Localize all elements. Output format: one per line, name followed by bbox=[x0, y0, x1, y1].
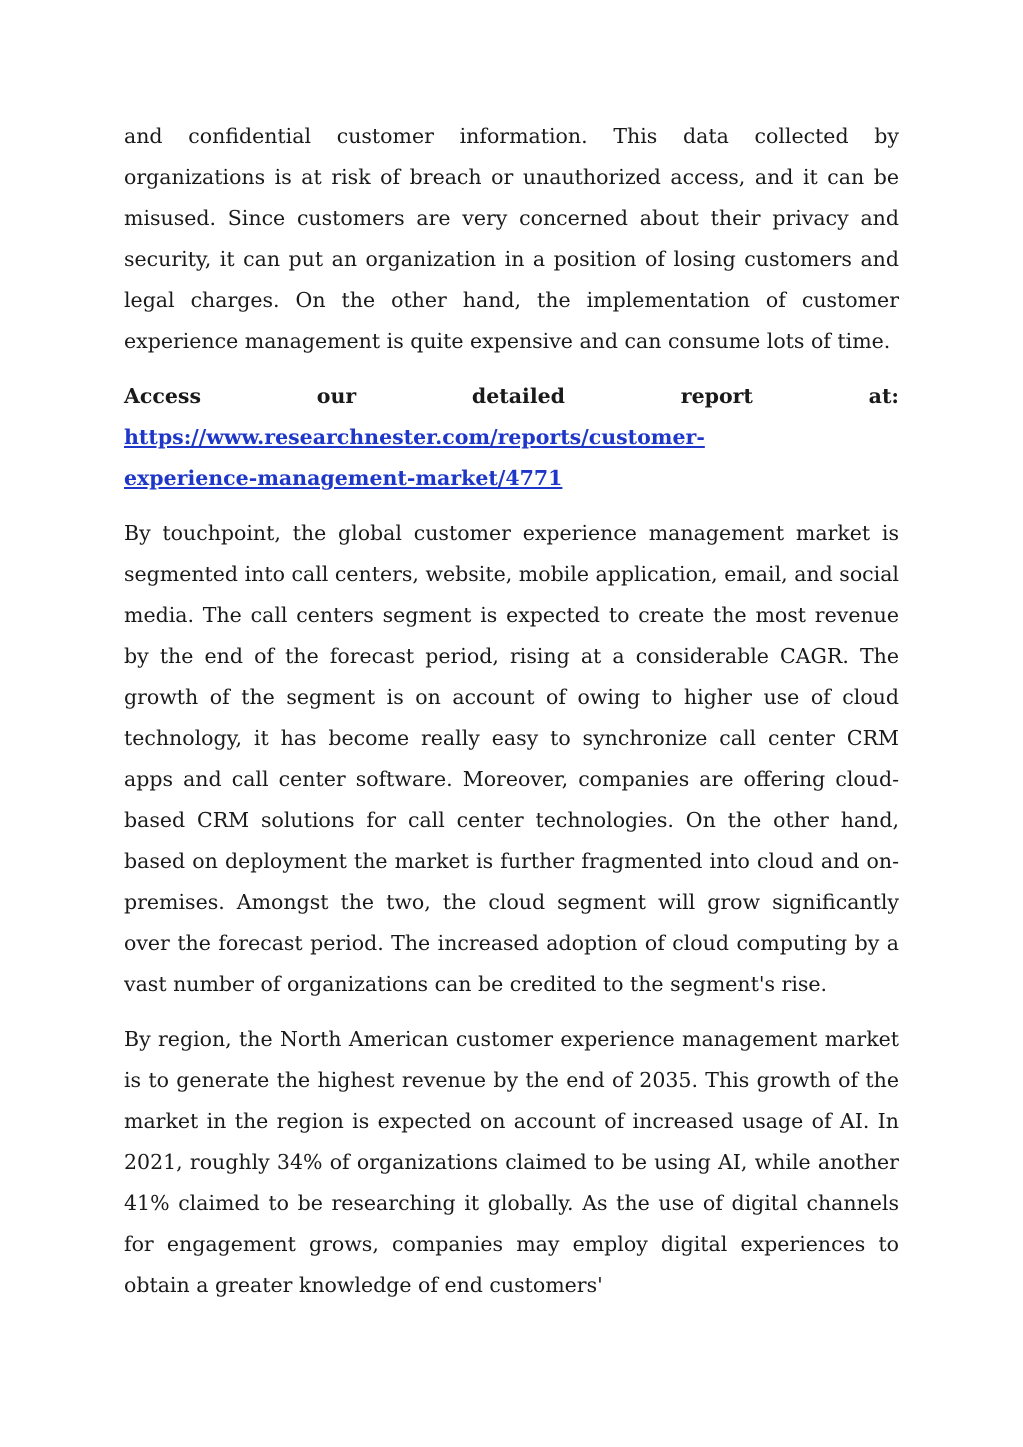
paragraph-privacy-risks: and confidential customer information. This data collected by organizations is at risk of breach or unauthorized access, and it can be misused. Since customers are very concerned about their privacy and security, it can put an organization in a position of losing customers and legal charges. On the other hand, the implementation of customer experience management is quite expensive and can consume lots of time. bbox=[124, 124, 899, 353]
access-word-1: Access bbox=[124, 384, 201, 408]
document-page bbox=[124, 116, 899, 1320]
access-word-2: our bbox=[316, 384, 357, 408]
report-link-line-2[interactable]: experience-management-market/4771 bbox=[124, 466, 563, 490]
access-report-block bbox=[124, 376, 899, 499]
paragraph-touchpoint-segmentation: By touchpoint, the global customer experience management market is segmented into call centers, website, mobile application, email, and social media. The call centers segment is expected to create the most revenue by the end of the forecast period, rising at a considerable CAGR. The growth of the segment is on account of owing to higher use of cloud technology, it has become really easy to synchronize call center CRM apps and call center software. Moreover, companies are offering cloud-based CRM solutions for call center technologies. On the other hand, based on deployment the market is further fragmented into cloud and on-premises. Amongst the two, the cloud segment will grow significantly over the forecast period. The increased adoption of cloud computing by a vast number of organizations can be credited to the segment's rise. bbox=[124, 521, 899, 996]
access-word-3: detailed bbox=[471, 384, 566, 408]
access-report-line bbox=[124, 376, 899, 417]
report-link[interactable] bbox=[124, 417, 899, 499]
access-word-4: report bbox=[680, 384, 753, 408]
access-word-5: at: bbox=[868, 384, 899, 408]
paragraph-regional-analysis: By region, the North American customer experience management market is to generate the highest revenue by the end of 2035. This growth of the market in the region is expected on account of increased usage of AI. In 2021, roughly 34% of organizations claimed to be using AI, while another 41% claimed to be researching it globally. As the use of digital channels for engagement grows, companies may employ digital experiences to obtain a greater knowledge of end customers' bbox=[124, 1027, 899, 1297]
report-link-line-1[interactable]: https://www.researchnester.com/reports/customer- bbox=[124, 425, 705, 449]
